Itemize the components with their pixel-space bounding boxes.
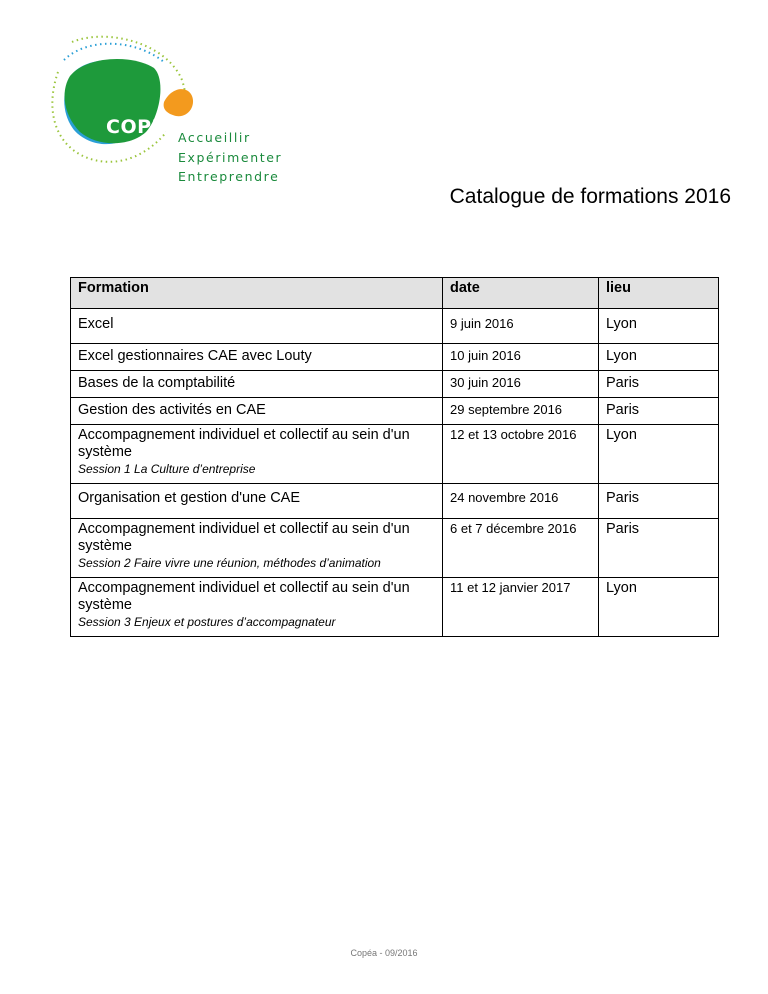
table-row (71, 484, 719, 519)
date-cell: 9 juin 2016 (443, 309, 599, 344)
date-cell: 10 juin 2016 (443, 344, 599, 371)
date-cell: 30 juin 2016 (443, 371, 599, 398)
formations-table (70, 277, 719, 637)
header-formation: Formation (71, 278, 443, 309)
logo-wordmark: COPÉA (106, 116, 181, 138)
session-label: Session 1 La Culture d’entreprise (78, 462, 256, 476)
date-cell: 11 et 12 janvier 2017 (443, 578, 599, 637)
formation-label: Accompagnement individuel et collectif au sein d'un système (78, 580, 410, 613)
header-lieu: lieu (599, 278, 719, 309)
formation-cell: Excel (71, 309, 443, 344)
table-row (71, 371, 719, 398)
formation-label: Accompagnement individuel et collectif au sein d'un système (78, 427, 410, 460)
formation-label: Accompagnement individuel et collectif au sein d'un système (78, 521, 410, 554)
formation-cell: Gestion des activités en CAE (71, 398, 443, 425)
lieu-cell: Lyon (599, 344, 719, 371)
formation-cell (71, 519, 443, 578)
lieu-cell: Paris (599, 484, 719, 519)
lieu-cell: Lyon (599, 309, 719, 344)
lieu-cell: Lyon (599, 425, 719, 484)
formation-cell: Bases de la comptabilité (71, 371, 443, 398)
page-footer: Copéa - 09/2016 (350, 948, 418, 958)
tagline-entreprendre: Entreprendre (178, 169, 280, 184)
lieu-cell: Paris (599, 398, 719, 425)
date-cell: 24 novembre 2016 (443, 484, 599, 519)
formation-cell: Excel gestionnaires CAE avec Louty (71, 344, 443, 371)
copea-logo-graphic (36, 32, 296, 192)
header-date: date (443, 278, 599, 309)
lieu-cell: Paris (599, 371, 719, 398)
table-header-row (71, 278, 719, 309)
lieu-cell: Lyon (599, 578, 719, 637)
tagline-experimenter: Expérimenter (178, 150, 283, 165)
table-row (71, 344, 719, 371)
table-row (71, 425, 719, 484)
session-label: Session 2 Faire vivre une réunion, méthodes d’animation (78, 556, 381, 570)
copea-logo (36, 32, 296, 192)
date-cell: 29 septembre 2016 (443, 398, 599, 425)
table-row (71, 309, 719, 344)
date-cell: 6 et 7 décembre 2016 (443, 519, 599, 578)
page-title: Catalogue de formations 2016 (449, 185, 731, 208)
date-cell: 12 et 13 octobre 2016 (443, 425, 599, 484)
lieu-cell: Paris (599, 519, 719, 578)
tagline-accueillir: Accueillir (178, 130, 251, 145)
table-row (71, 398, 719, 425)
formation-cell (71, 425, 443, 484)
formation-cell: Organisation et gestion d'une CAE (71, 484, 443, 519)
table-row (71, 578, 719, 637)
formation-cell (71, 578, 443, 637)
session-label: Session 3 Enjeux et postures d’accompagnateur (78, 615, 336, 629)
table-row (71, 519, 719, 578)
